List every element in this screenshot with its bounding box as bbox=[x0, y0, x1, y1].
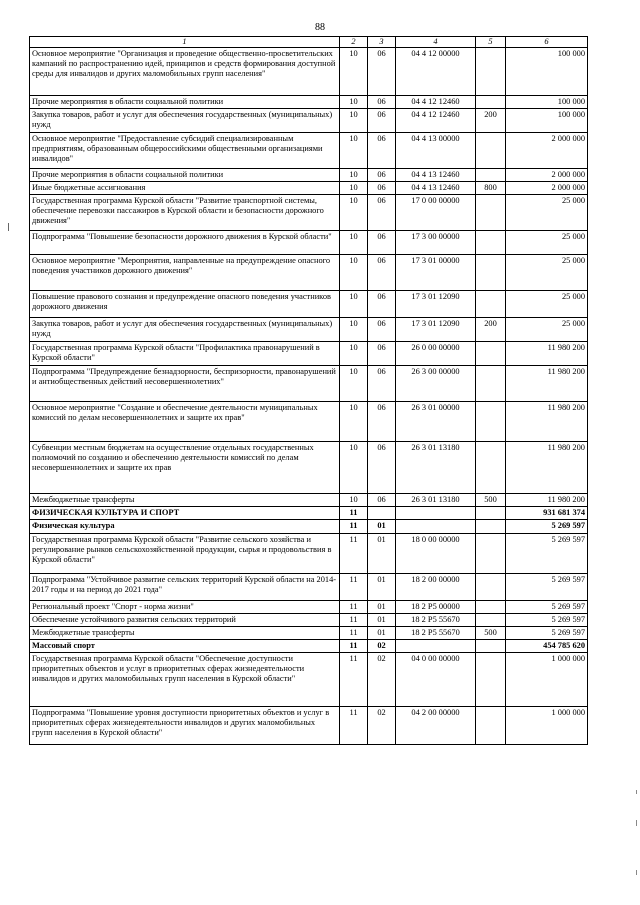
cell-subsection: 02 bbox=[368, 706, 396, 744]
cell-subsection: 06 bbox=[368, 291, 396, 318]
cell-name: Закупка товаров, работ и услуг для обеспечения государственных (муниципальных) нужд bbox=[30, 318, 340, 342]
cell-target-article: 04 4 12 12460 bbox=[396, 109, 476, 133]
cell-expense-type bbox=[476, 255, 506, 291]
cell-name: Основное мероприятие "Мероприятия, направленные на предупреждение опасного поведения участников дорожного движения" bbox=[30, 255, 340, 291]
cell-expense-type bbox=[476, 133, 506, 169]
cell-amount: 5 269 597 bbox=[506, 520, 588, 533]
cell-target-article: 17 3 01 12090 bbox=[396, 318, 476, 342]
cell-amount: 11 980 200 bbox=[506, 402, 588, 442]
cell-target-article: 18 2 00 00000 bbox=[396, 573, 476, 600]
cell-subsection: 02 bbox=[368, 652, 396, 706]
cell-amount: 25 000 bbox=[506, 318, 588, 342]
cell-amount: 100 000 bbox=[506, 109, 588, 133]
cell-section: 11 bbox=[340, 706, 368, 744]
cell-amount: 2 000 000 bbox=[506, 169, 588, 182]
cell-section: 10 bbox=[340, 96, 368, 109]
cell-expense-type bbox=[476, 600, 506, 613]
cell-name: Подпрограмма "Повышение уровня доступности приоритетных объектов и услуг в приоритетных сферах жизнедеятельности инвалидов и других маломобильных групп населения в Курской области" bbox=[30, 706, 340, 744]
cell-target-article: 17 3 00 00000 bbox=[396, 231, 476, 255]
column-header: 3 bbox=[368, 37, 396, 48]
cell-section: 10 bbox=[340, 48, 368, 96]
cell-name: Массовый спорт bbox=[30, 639, 340, 652]
cell-subsection: 06 bbox=[368, 169, 396, 182]
cell-section: 10 bbox=[340, 318, 368, 342]
cell-expense-type bbox=[476, 706, 506, 744]
cell-subsection: 06 bbox=[368, 494, 396, 507]
cell-subsection: 01 bbox=[368, 573, 396, 600]
cell-section: 11 bbox=[340, 613, 368, 626]
cell-amount: 5 269 597 bbox=[506, 573, 588, 600]
cell-name: Государственная программа Курской области "Развитие сельского хозяйства и регулирование рынков сельскохозяйственной продукции, сырья и продовольствия в Курской области" bbox=[30, 533, 340, 573]
cell-section: 11 bbox=[340, 600, 368, 613]
cell-section: 11 bbox=[340, 520, 368, 533]
table-row bbox=[30, 169, 588, 182]
cell-expense-type bbox=[476, 291, 506, 318]
cell-name: Государственная программа Курской области "Обеспечение доступности приоритетных объектов и услуг в приоритетных сферах жизнедеятельности инвалидов и других маломобильных групп населения в Курской области" bbox=[30, 652, 340, 706]
cell-expense-type bbox=[476, 402, 506, 442]
cell-section: 11 bbox=[340, 507, 368, 520]
table-row bbox=[30, 442, 588, 494]
cell-expense-type bbox=[476, 169, 506, 182]
cell-target-article bbox=[396, 507, 476, 520]
cell-target-article: 04 2 00 00000 bbox=[396, 706, 476, 744]
cell-target-article: 04 0 00 00000 bbox=[396, 652, 476, 706]
edge-mark bbox=[636, 790, 637, 794]
cell-expense-type: 500 bbox=[476, 494, 506, 507]
cell-name: Основное мероприятие "Предоставление субсидий специализированным предприятиям, образованным общероссийскими общественными организациями инвалидов" bbox=[30, 133, 340, 169]
cell-amount: 25 000 bbox=[506, 255, 588, 291]
cell-name: Подпрограмма "Предупреждение безнадзорности, беспризорности, правонарушений и антиобщественных действий несовершеннолетних" bbox=[30, 366, 340, 402]
cell-amount: 454 785 620 bbox=[506, 639, 588, 652]
cell-amount: 100 000 bbox=[506, 48, 588, 96]
cell-section: 10 bbox=[340, 133, 368, 169]
cell-target-article: 04 4 13 12460 bbox=[396, 169, 476, 182]
cell-expense-type bbox=[476, 442, 506, 494]
table-row bbox=[30, 182, 588, 195]
page-number: 88 bbox=[315, 22, 325, 33]
cell-section: 11 bbox=[340, 533, 368, 573]
cell-section: 10 bbox=[340, 494, 368, 507]
cell-expense-type: 200 bbox=[476, 318, 506, 342]
column-header: 4 bbox=[396, 37, 476, 48]
cell-expense-type bbox=[476, 195, 506, 231]
cell-subsection: 06 bbox=[368, 231, 396, 255]
table-row bbox=[30, 494, 588, 507]
cell-amount: 5 269 597 bbox=[506, 533, 588, 573]
cell-subsection: 06 bbox=[368, 109, 396, 133]
cell-name: Основное мероприятие "Создание и обеспечение деятельности муниципальных комиссий по делам несовершеннолетних и защите их прав" bbox=[30, 402, 340, 442]
cell-target-article: 18 2 P5 55670 bbox=[396, 613, 476, 626]
table-row bbox=[30, 195, 588, 231]
margin-mark bbox=[8, 223, 9, 231]
cell-amount: 5 269 597 bbox=[506, 626, 588, 639]
table-row bbox=[30, 291, 588, 318]
cell-expense-type bbox=[476, 48, 506, 96]
cell-target-article: 18 2 P5 00000 bbox=[396, 600, 476, 613]
table-row bbox=[30, 96, 588, 109]
cell-target-article: 04 4 12 12460 bbox=[396, 96, 476, 109]
cell-name: Субвенции местным бюджетам на осуществление отдельных государственных полномочий по созданию и обеспечению деятельности комиссий по делам несовершеннолетних и защите их прав bbox=[30, 442, 340, 494]
cell-subsection: 06 bbox=[368, 195, 396, 231]
cell-target-article: 18 0 00 00000 bbox=[396, 533, 476, 573]
table-row bbox=[30, 600, 588, 613]
table-row bbox=[30, 507, 588, 520]
table-body bbox=[30, 48, 588, 745]
cell-name: Повышение правового сознания и предупреждение опасного поведения участников дорожного движения bbox=[30, 291, 340, 318]
table-row bbox=[30, 520, 588, 533]
cell-amount: 11 980 200 bbox=[506, 366, 588, 402]
cell-section: 10 bbox=[340, 442, 368, 494]
cell-section: 11 bbox=[340, 626, 368, 639]
cell-subsection: 06 bbox=[368, 48, 396, 96]
cell-target-article: 04 4 13 00000 bbox=[396, 133, 476, 169]
cell-name: Обеспечение устойчивого развития сельских территорий bbox=[30, 613, 340, 626]
table-row bbox=[30, 626, 588, 639]
cell-expense-type bbox=[476, 639, 506, 652]
cell-expense-type bbox=[476, 507, 506, 520]
cell-name: Государственная программа Курской области "Развитие транспортной системы, обеспечение перевозки пассажиров в Курской области и безопасности дорожного движения" bbox=[30, 195, 340, 231]
cell-amount: 2 000 000 bbox=[506, 182, 588, 195]
cell-subsection: 06 bbox=[368, 442, 396, 494]
cell-section: 10 bbox=[340, 291, 368, 318]
column-header: 6 bbox=[506, 37, 588, 48]
cell-amount: 2 000 000 bbox=[506, 133, 588, 169]
column-header: 5 bbox=[476, 37, 506, 48]
table-row bbox=[30, 402, 588, 442]
cell-section: 11 bbox=[340, 639, 368, 652]
cell-subsection: 02 bbox=[368, 639, 396, 652]
cell-section: 10 bbox=[340, 231, 368, 255]
cell-amount: 11 980 200 bbox=[506, 442, 588, 494]
cell-amount: 5 269 597 bbox=[506, 613, 588, 626]
cell-section: 10 bbox=[340, 182, 368, 195]
cell-expense-type bbox=[476, 520, 506, 533]
cell-name: Межбюджетные трансферты bbox=[30, 494, 340, 507]
cell-expense-type bbox=[476, 652, 506, 706]
cell-section: 11 bbox=[340, 652, 368, 706]
table-row bbox=[30, 48, 588, 96]
cell-section: 10 bbox=[340, 366, 368, 402]
cell-target-article: 26 0 00 00000 bbox=[396, 342, 476, 366]
cell-subsection: 06 bbox=[368, 182, 396, 195]
cell-expense-type bbox=[476, 613, 506, 626]
cell-section: 10 bbox=[340, 342, 368, 366]
cell-expense-type bbox=[476, 573, 506, 600]
cell-section: 10 bbox=[340, 195, 368, 231]
cell-expense-type bbox=[476, 342, 506, 366]
cell-subsection: 01 bbox=[368, 613, 396, 626]
cell-expense-type: 500 bbox=[476, 626, 506, 639]
cell-name: Межбюджетные трансферты bbox=[30, 626, 340, 639]
cell-expense-type bbox=[476, 231, 506, 255]
cell-amount: 1 000 000 bbox=[506, 652, 588, 706]
cell-expense-type: 200 bbox=[476, 109, 506, 133]
cell-section: 10 bbox=[340, 109, 368, 133]
column-header: 1 bbox=[30, 37, 340, 48]
table-row bbox=[30, 109, 588, 133]
cell-subsection: 06 bbox=[368, 342, 396, 366]
cell-subsection: 06 bbox=[368, 318, 396, 342]
table-row bbox=[30, 639, 588, 652]
cell-amount: 25 000 bbox=[506, 195, 588, 231]
cell-subsection: 06 bbox=[368, 366, 396, 402]
cell-name: Подпрограмма "Повышение безопасности дорожного движения в Курской области" bbox=[30, 231, 340, 255]
cell-section: 10 bbox=[340, 169, 368, 182]
cell-subsection: 01 bbox=[368, 533, 396, 573]
edge-mark bbox=[636, 820, 637, 826]
table-row bbox=[30, 255, 588, 291]
cell-amount: 11 980 200 bbox=[506, 494, 588, 507]
cell-amount: 100 000 bbox=[506, 96, 588, 109]
cell-section: 10 bbox=[340, 255, 368, 291]
cell-target-article: 17 3 01 12090 bbox=[396, 291, 476, 318]
cell-name: ФИЗИЧЕСКАЯ КУЛЬТУРА И СПОРТ bbox=[30, 507, 340, 520]
cell-subsection: 06 bbox=[368, 255, 396, 291]
cell-target-article: 17 0 00 00000 bbox=[396, 195, 476, 231]
table-row bbox=[30, 573, 588, 600]
cell-target-article: 26 3 01 13180 bbox=[396, 494, 476, 507]
cell-amount: 25 000 bbox=[506, 231, 588, 255]
cell-amount: 11 980 200 bbox=[506, 342, 588, 366]
cell-name: Прочие мероприятия в области социальной политики bbox=[30, 169, 340, 182]
cell-expense-type bbox=[476, 533, 506, 573]
cell-target-article: 18 2 P5 55670 bbox=[396, 626, 476, 639]
table-row bbox=[30, 231, 588, 255]
cell-target-article: 26 3 01 00000 bbox=[396, 402, 476, 442]
cell-name: Региональный проект "Спорт - норма жизни" bbox=[30, 600, 340, 613]
table-row bbox=[30, 133, 588, 169]
table-row bbox=[30, 613, 588, 626]
table-row bbox=[30, 533, 588, 573]
cell-name: Физическая культура bbox=[30, 520, 340, 533]
cell-expense-type bbox=[476, 366, 506, 402]
cell-amount: 1 000 000 bbox=[506, 706, 588, 744]
cell-name: Государственная программа Курской области "Профилактика правонарушений в Курской области" bbox=[30, 342, 340, 366]
cell-section: 11 bbox=[340, 573, 368, 600]
cell-name: Прочие мероприятия в области социальной политики bbox=[30, 96, 340, 109]
cell-name: Основное мероприятие "Организация и проведение общественно-просветительских кампаний по распространению идей, принципов и средств формирования доступной среды для инвалидов и других маломобильных групп населения" bbox=[30, 48, 340, 96]
cell-subsection: 06 bbox=[368, 96, 396, 109]
table-row bbox=[30, 652, 588, 706]
table-header-row bbox=[30, 37, 588, 48]
cell-target-article: 26 3 01 13180 bbox=[396, 442, 476, 494]
cell-target-article: 26 3 00 00000 bbox=[396, 366, 476, 402]
cell-target-article: 04 4 13 12460 bbox=[396, 182, 476, 195]
table-row bbox=[30, 706, 588, 744]
cell-name: Подпрограмма "Устойчивое развитие сельских территорий Курской области на 2014-2017 годы и на период до 2021 года" bbox=[30, 573, 340, 600]
table-row bbox=[30, 366, 588, 402]
cell-subsection: 06 bbox=[368, 133, 396, 169]
cell-subsection bbox=[368, 507, 396, 520]
cell-target-article bbox=[396, 520, 476, 533]
cell-subsection: 01 bbox=[368, 626, 396, 639]
cell-expense-type: 800 bbox=[476, 182, 506, 195]
cell-subsection: 06 bbox=[368, 402, 396, 442]
cell-amount: 931 681 374 bbox=[506, 507, 588, 520]
cell-amount: 5 269 597 bbox=[506, 600, 588, 613]
cell-section: 10 bbox=[340, 402, 368, 442]
cell-target-article: 17 3 01 00000 bbox=[396, 255, 476, 291]
column-header: 2 bbox=[340, 37, 368, 48]
cell-name: Иные бюджетные ассигнования bbox=[30, 182, 340, 195]
table-row bbox=[30, 342, 588, 366]
cell-subsection: 01 bbox=[368, 520, 396, 533]
table-row bbox=[30, 318, 588, 342]
cell-target-article bbox=[396, 639, 476, 652]
cell-amount: 25 000 bbox=[506, 291, 588, 318]
cell-name: Закупка товаров, работ и услуг для обеспечения государственных (муниципальных) нужд bbox=[30, 109, 340, 133]
cell-subsection: 01 bbox=[368, 600, 396, 613]
edge-mark bbox=[636, 870, 637, 875]
cell-target-article: 04 4 12 00000 bbox=[396, 48, 476, 96]
cell-expense-type bbox=[476, 96, 506, 109]
budget-table bbox=[29, 36, 588, 745]
